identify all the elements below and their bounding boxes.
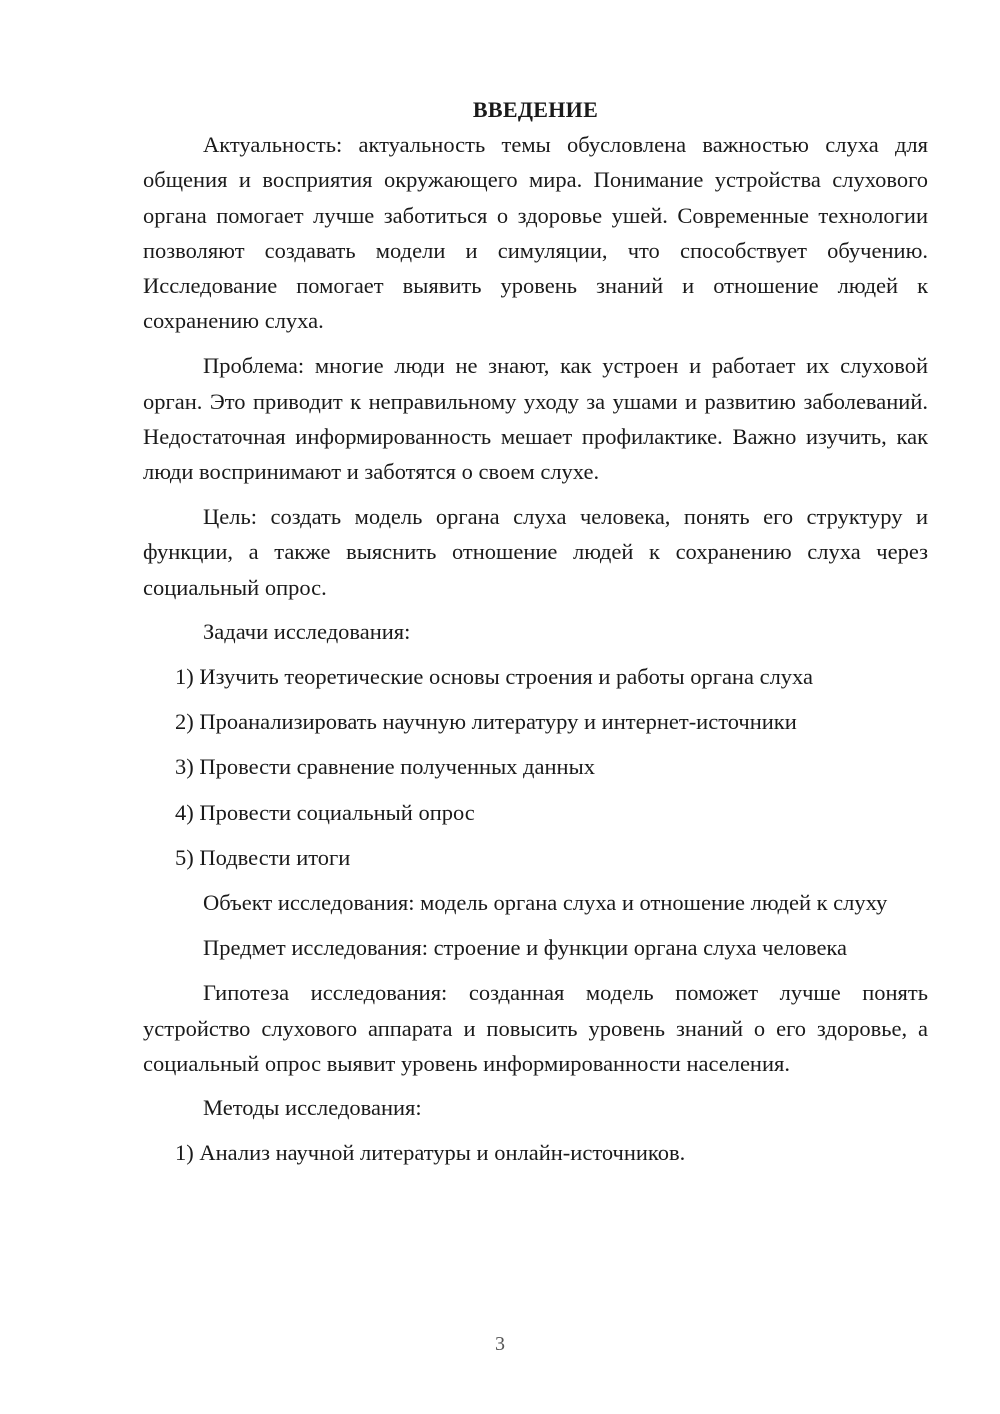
- list-item: 2) Проанализировать научную литературу и интернет-источники: [175, 709, 797, 735]
- methods-label: Методы исследования:: [203, 1095, 422, 1121]
- paragraph-hypothesis: Гипотеза исследования: созданная модель поможет лучше понять устройство слухового аппарата и повысить уровень знаний о его здоровье, а социальный опрос выявит уровень информированности населения.: [143, 980, 928, 1076]
- paragraph-goal: Цель: создать модель органа слуха человека, понять его структуру и функции, а также выяснить отношение людей к сохранению слуха через социальный опрос.: [143, 504, 928, 600]
- paragraph-object: Объект исследования: модель органа слуха и отношение людей к слуху: [203, 890, 888, 916]
- page-number: 3: [495, 1333, 505, 1355]
- page-content: [143, 92, 928, 1170]
- paragraph-relevance: Актуальность: актуальность темы обусловлена важностью слуха для общения и восприятия окружающего мира. Понимание устройства слухового органа помогает лучше заботиться о здоровье ушей. Современные технологии позволяют создавать модели и симуляции, что способствует обучению. Исследование помогает выявить уровень знаний и отношение людей к сохранению слуха.: [143, 132, 928, 334]
- list-item: 1) Анализ научной литературы и онлайн-источников.: [175, 1140, 686, 1166]
- section-heading: ВВЕДЕНИЕ: [472, 97, 599, 122]
- paragraph-problem: Проблема: многие люди не знают, как устроен и работает их слуховой орган. Это приводит к неправильному уходу за ушами и развитию заболеваний. Недостаточная информированность мешает профилактике. Важно изучить, как люди воспринимают и заботятся о своем слухе.: [143, 353, 928, 485]
- list-item: 4) Провести социальный опрос: [175, 799, 475, 825]
- paragraph-subject: Предмет исследования: строение и функции органа слуха человека: [203, 935, 848, 961]
- list-item: 3) Провести сравнение полученных данных: [175, 754, 595, 780]
- list-item: 1) Изучить теоретические основы строения и работы органа слуха: [175, 664, 813, 690]
- tasks-label: Задачи исследования:: [203, 618, 411, 644]
- list-item: 5) Подвести итоги: [175, 844, 351, 870]
